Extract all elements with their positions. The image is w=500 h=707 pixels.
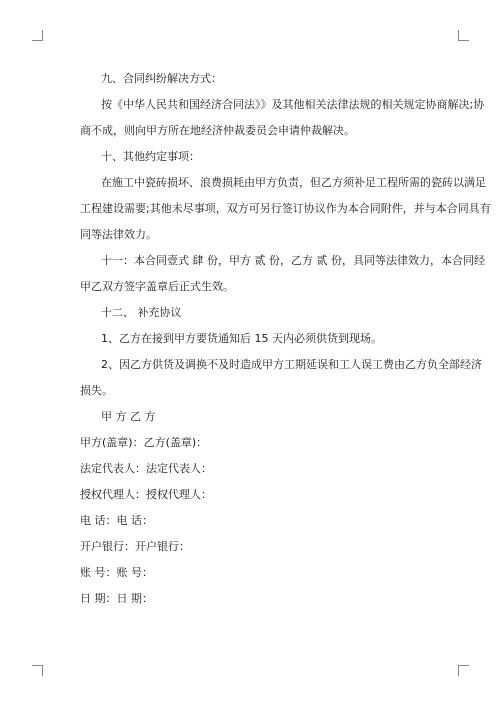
section-11-text-line-1: 十一：本合同壹式 肆 份，甲方 贰 份，乙方 贰 份，具同等法律效力，本合同经: [101, 254, 485, 267]
crop-mark-top-left: [32, 30, 43, 41]
section-10-heading: 十、其他约定事项：: [101, 150, 200, 163]
signature-legal-rep-line: 法定代表人：法定代表人：: [80, 462, 212, 475]
supplement-item-2-line-1: 2、因乙方供货及调换不及时造成甲方工期延误和工人误工费由乙方负全部经济: [101, 358, 482, 371]
signature-bank-line: 开户银行：开户银行：: [80, 540, 190, 553]
section-10-text-line-3: 同等法律效力。: [80, 228, 157, 241]
document-body: [80, 66, 491, 612]
signature-seal-line: 甲方(盖章)：乙方(盖章)：: [80, 436, 208, 449]
signature-agent-line: 授权代理人：授权代理人：: [80, 488, 212, 501]
crop-mark-bottom-left: [32, 665, 43, 676]
signature-parties-header: 甲 方 乙 方: [101, 410, 156, 423]
section-11-text-line-2: 甲乙双方签字盖章后正式生效。: [80, 280, 234, 293]
section-12-heading: 十二、 补充协议: [101, 306, 182, 319]
crop-mark-top-right: [458, 30, 469, 41]
crop-mark-bottom-right: [458, 665, 469, 676]
section-10-text-line-1: 在施工中瓷砖损坏、浪费损耗由甲方负责，但乙方须补足工程所需的瓷砖以满足: [101, 176, 486, 189]
signature-date-line: 日 期：日 期：: [80, 592, 153, 605]
signature-account-line: 账 号：账 号：: [80, 566, 153, 579]
signature-phone-line: 电 话：电 话：: [80, 514, 153, 527]
section-9-text-line-2: 商不成，则向甲方所在地经济仲裁委员会申请仲裁解决。: [80, 124, 355, 137]
section-10-text-line-2: 工程建设需要;其他未尽事项，双方可另行签订协议作为本合同附件，并与本合同具有: [80, 202, 491, 215]
section-9-heading: 九、合同纠纷解决方式：: [101, 72, 222, 85]
supplement-item-1: 1、乙方在接到甲方要货通知后 15 天内必须供货到现场。: [101, 332, 382, 345]
section-9-text-line-1: 按《中华人民共和国经济合同法》》及其他相关法律法规的相关规定协商解决;协: [101, 98, 485, 111]
supplement-item-2-line-2: 损失。: [80, 384, 113, 397]
